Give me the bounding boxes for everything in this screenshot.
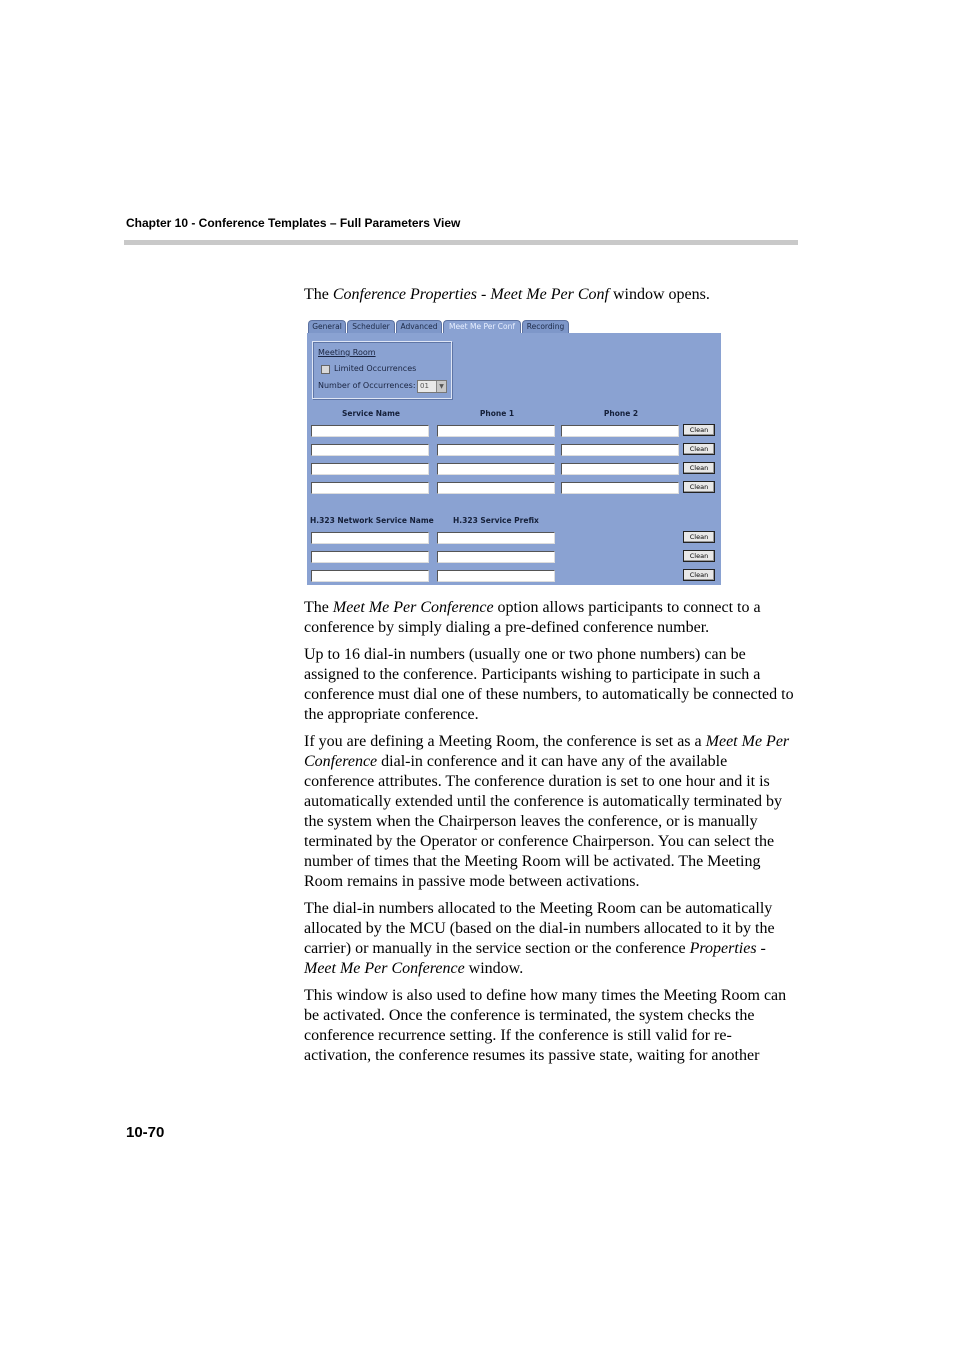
- p3-text-a: If you are defining a Meeting Room, the conference is set as a: [304, 732, 706, 750]
- p1-italic: Meet Me Per Conference: [332, 599, 494, 616]
- intro-suffix: window opens.: [608, 286, 710, 303]
- paragraph-meeting-room: [304, 732, 794, 893]
- occurrences-dropdown[interactable]: [417, 380, 447, 393]
- p1-text-c: option allows participants to connect to a conference by simply dialing a pre-defined conference number.: [304, 599, 761, 637]
- header-rule: [124, 240, 798, 245]
- clean-button[interactable]: Clean: [683, 424, 715, 436]
- occurrences-value: 01: [420, 382, 429, 390]
- service-name-input[interactable]: [311, 482, 429, 494]
- service-name-input[interactable]: [311, 425, 429, 437]
- clean-button[interactable]: Clean: [683, 550, 715, 562]
- phone1-input[interactable]: [437, 463, 555, 475]
- phone2-input[interactable]: [561, 482, 679, 494]
- meeting-room-title: Meeting Room: [318, 348, 376, 357]
- intro-window-name: Conference Properties: [332, 286, 477, 303]
- intro-sep: -: [476, 286, 491, 303]
- body-text: [304, 598, 794, 1073]
- phone1-input[interactable]: [437, 444, 555, 456]
- clean-button[interactable]: Clean: [683, 443, 715, 455]
- p4-italic: Properties - Meet Me Per Conference: [304, 940, 766, 978]
- h323-service-prefix-header: H.323 Service Prefix: [453, 516, 539, 525]
- phone2-input[interactable]: [561, 463, 679, 475]
- p4-text-c: window.: [464, 960, 524, 978]
- service-name-header: Service Name: [341, 409, 401, 418]
- p3-italic: Meet Me Per Conference: [304, 732, 790, 770]
- service-name-input[interactable]: [311, 463, 429, 475]
- tab-advanced[interactable]: Advanced: [396, 320, 442, 333]
- paragraph-dial-in-numbers: Up to 16 dial-in numbers (usually one or two phone numbers) can be assigned to the conference. Participants wishing to participate in such a conference must dial one of these numbers, to automatically be connected to the appropriate conference.: [304, 645, 794, 723]
- clean-button[interactable]: Clean: [683, 569, 715, 581]
- h323-service-input[interactable]: [311, 532, 429, 544]
- h323-service-input[interactable]: [311, 551, 429, 563]
- intro-prefix: The: [304, 286, 333, 303]
- tab-scheduler[interactable]: Scheduler: [347, 320, 395, 333]
- p3-text-c: dial-in conference and it can have any of the available conference attributes. The conference duration is set to one hour and it is automatically extended until the conference is automatically terminated by the system when the Chairperson leaves the conference, or is manually terminated by the Operator or conference Chairperson. You can select the number of times that the Meeting Room will be activated. The Meeting Room remains in passive mode between activations.: [304, 752, 783, 891]
- chapter-header: Chapter 10 - Conference Templates – Full Parameters View: [126, 216, 461, 230]
- conference-properties-dialog: [307, 319, 721, 585]
- page-number: 10-70: [126, 1124, 165, 1141]
- h323-network-service-header: H.323 Network Service Name: [310, 516, 434, 525]
- tab-meet-me-per-conf[interactable]: Meet Me Per Conf: [443, 320, 521, 333]
- clean-button[interactable]: Clean: [683, 462, 715, 474]
- chevron-down-icon[interactable]: ▼: [436, 381, 446, 392]
- phone1-input[interactable]: [437, 425, 555, 437]
- tab-general[interactable]: General: [308, 320, 346, 333]
- limited-occurrences-label: Limited Occurrences: [334, 364, 417, 373]
- p1-text-a: The: [304, 599, 333, 616]
- phone2-input[interactable]: [561, 425, 679, 437]
- limited-occurrences-checkbox[interactable]: [321, 365, 330, 374]
- service-name-input[interactable]: [311, 444, 429, 456]
- phone2-input[interactable]: [561, 444, 679, 456]
- phone1-input[interactable]: [437, 482, 555, 494]
- tab-recording[interactable]: Recording: [522, 320, 569, 333]
- meeting-room-group: [312, 341, 452, 399]
- clean-button[interactable]: Clean: [683, 481, 715, 493]
- intro-sentence: [304, 285, 710, 305]
- p4-text-a: The dial-in numbers allocated to the Meeting Room can be automatically allocated by the MCU (based on the dial-in numbers allocated to it by the carrier) or manually in the service section or the conference: [304, 899, 775, 957]
- clean-button[interactable]: Clean: [683, 531, 715, 543]
- h323-service-input[interactable]: [311, 570, 429, 582]
- h323-prefix-input[interactable]: [437, 532, 555, 544]
- intro-tab-name: Meet Me Per Conf: [490, 286, 609, 303]
- h323-prefix-input[interactable]: [437, 570, 555, 582]
- phone2-header: Phone 2: [603, 409, 639, 418]
- paragraph-allocation: [304, 899, 794, 979]
- paragraph-meet-me-intro: [304, 598, 794, 638]
- tab-strip: [307, 319, 721, 333]
- occurrences-label: Number of Occurrences:: [318, 381, 416, 390]
- paragraph-activation: This window is also used to define how many times the Meeting Room can be activated. Once the conference is terminated, the system checks the conference recurrence setting. If the conference is still valid for re-activation, the conference resumes its passive state, waiting for another: [304, 986, 787, 1064]
- h323-prefix-input[interactable]: [437, 551, 555, 563]
- phone1-header: Phone 1: [479, 409, 515, 418]
